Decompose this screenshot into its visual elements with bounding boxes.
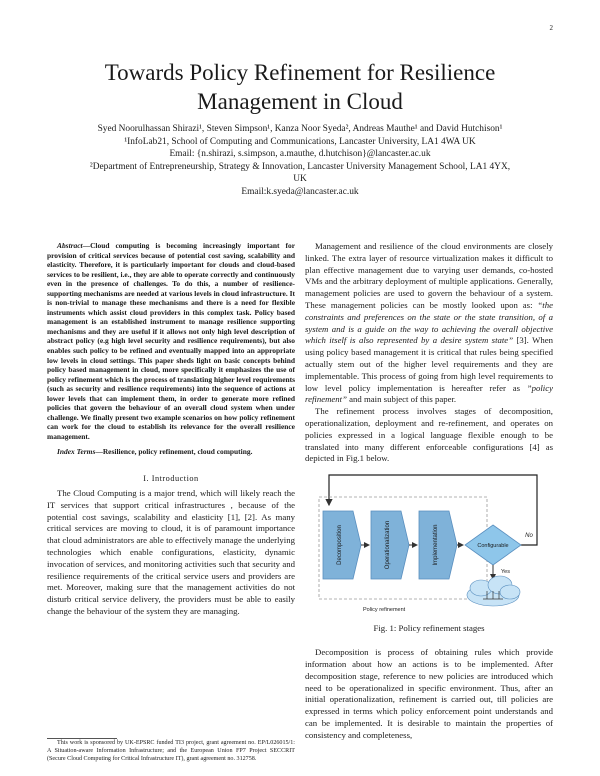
yes-label: Yes (501, 569, 510, 576)
para-text-b: [3]. When using policy based management it is critical that rules being specified actually stem out of the higher level requirements and they are implementable. This process of going from high level requirements to low level policy implementation is hereafter refer as (305, 335, 553, 393)
stage-label-decomposition: Decomposition (337, 525, 343, 565)
intro-paragraph: The Cloud Computing is a major trend, which will likely reach the IT services that support critical infrastructures , because of the potential cost savings, scalability and elasticity [1], [2]. As many critical services are moving to cloud, it is of paramount importance that cloud administrators are able to effectively manage the underlying technologies which enable configurations, elasticity, dynamic invocation of services, and monitoring activities such that security and resilience requirements of the critical service users and providers are met. Moreover, making sure that the management activities do not disturb critical service delivery, the providers must be able to easily change the behaviour of the system they are managing. (47, 488, 295, 616)
footnote: This work is sponsored by UK-EPSRC funded TI3 project, grant agreement no. EP/L026015/1: A Situation-aware Information Infrastructure; and the European Union FP7 Project SECCRIT (Secure Cloud Computing for Critical Infrastructure IT), grant agreement no. 312758. (47, 740, 295, 763)
paper-title: Towards Policy Refinement for Resilience Management in Cloud (104, 60, 496, 114)
index-terms-text: —Resilience, policy refinement, cloud computing. (95, 447, 253, 457)
index-terms-label: Index Terms (57, 447, 96, 457)
paragraph-decomposition: Decomposition is process of obtaining rules which provide information about how an actions is to be implemented. After decomposition stage, reference to new policies are introduced which need to be operationalized in specific environment. Thus, after an initial operationalization, refinement is carried out, till policies are expressed in terms which policy enforcement point understands and can be implemented. It is desirable to maintain the properties of consistency and completeness, (305, 647, 553, 740)
abstract-text: —Cloud computing is becoming increasingly important for provision of critical services because of potential cost saving, scalability and elasticity. Therefore, it is particularly important for clouds and cloud-based services to be resilient, i.e., they are able to operate correctly and continuously even in the presence of challenges. To do this, a number of resilience-supporting mechanisms are needed at various levels in cloud infrastructure. It is non-trivial to manage these mechanisms and there is a need for flexible instruments which assist cloud providers in this complex task. Policy based management is an established instrument to manage resilience supporting mechanisms and they are useful if it allows not only high level description of abstract policy (e.g high level security and resilience requirements), but also enables such policy to be refined and eventually mapped into an appropriate low levels in cloud settings. This paper sheds light on basic concepts behind policy based management in cloud, more specifically it emphasizes the use of policy refinement which is the process of translating higher level requirements (such as security and resilience requirements) into the sequence of actions at lower levels that can implement them, in order to generate more refined policies that govern the behaviour of an overall cloud system when under challenge. We finally present two example scenarios on how policy refinement can work for the cloud to establish its relevance for the overall resilience management. (47, 241, 295, 441)
stage-label-operationalization: Operationalization (385, 520, 391, 570)
abstract (47, 241, 295, 441)
para-text-a: Management and resilience of the cloud environments are closely linked. The extra layer of resource virtualization makes it difficult to plan effective management due to varying user demands, co-hosted VMs and the arbitrary deployment of multiple applications. Generally, management policies are used to govern the behaviour of a system. These management policies can be mostly looked upon as: (305, 241, 553, 310)
decision-label: Configurable (477, 543, 509, 550)
stage-implementation (419, 511, 457, 579)
figure-policy-refinement (305, 471, 553, 619)
policy-refinement-label: Policy refinement (363, 607, 406, 614)
email-2: Email:k.syeda@lancaster.ac.uk (241, 186, 359, 197)
figure-caption: Fig. 1: Policy refinement stages (373, 623, 485, 634)
stage-operationalization (371, 511, 409, 579)
right-column (305, 241, 553, 742)
index-terms (47, 447, 295, 457)
author-names: Syed Noorulhassan Shirazi¹, Steven Simpson¹, Kanza Noor Syeda², Andreas Mauthe¹ and David Hutchison¹ (97, 124, 503, 134)
para-text-c: and main subject of this paper. (346, 394, 457, 405)
page-number: 2 (549, 24, 553, 32)
author-block (30, 123, 570, 199)
left-column (47, 241, 295, 618)
section-heading-introduction: I. Introduction (143, 474, 199, 484)
policy-refinement-term: ”policy refinement” (305, 382, 553, 405)
paragraph-refinement-process: The refinement process involves stages of decomposition, operationalization, deployment and re-refinement, and operates on policies expressed in a logical language flexible enough to be translated into many different enforceable configurations [4] as depicted in Fig.1 below. (305, 406, 553, 464)
stage-decomposition (323, 511, 361, 579)
paragraph-management (305, 241, 553, 406)
refinement-diagram (305, 471, 553, 619)
affiliation-2-country: UK (293, 174, 307, 185)
abstract-label: Abstract (57, 241, 83, 250)
email-1: Email: {n.shirazi, s.simpson, a.mauthe, d.hutchison}@lancaster.ac.uk (169, 149, 431, 160)
affiliation-1: ¹InfoLab21, School of Computing and Communications, Lancaster University, LA1 4WA UK (124, 136, 476, 147)
policy-definition-quote: “the constraints and preferences on the state or the state transition, of a system and is a guide on the way to achieving the overall objective which itself is also represented by a desire system state” (305, 299, 553, 346)
no-label: No (525, 533, 533, 540)
affiliation-2: ²Department of Entrepreneurship, Strategy & Innovation, Lancaster University Management School, LA1 4YX, (89, 161, 511, 172)
stage-label-implementation: Implementation (433, 524, 439, 566)
cloud-icon (467, 576, 520, 606)
